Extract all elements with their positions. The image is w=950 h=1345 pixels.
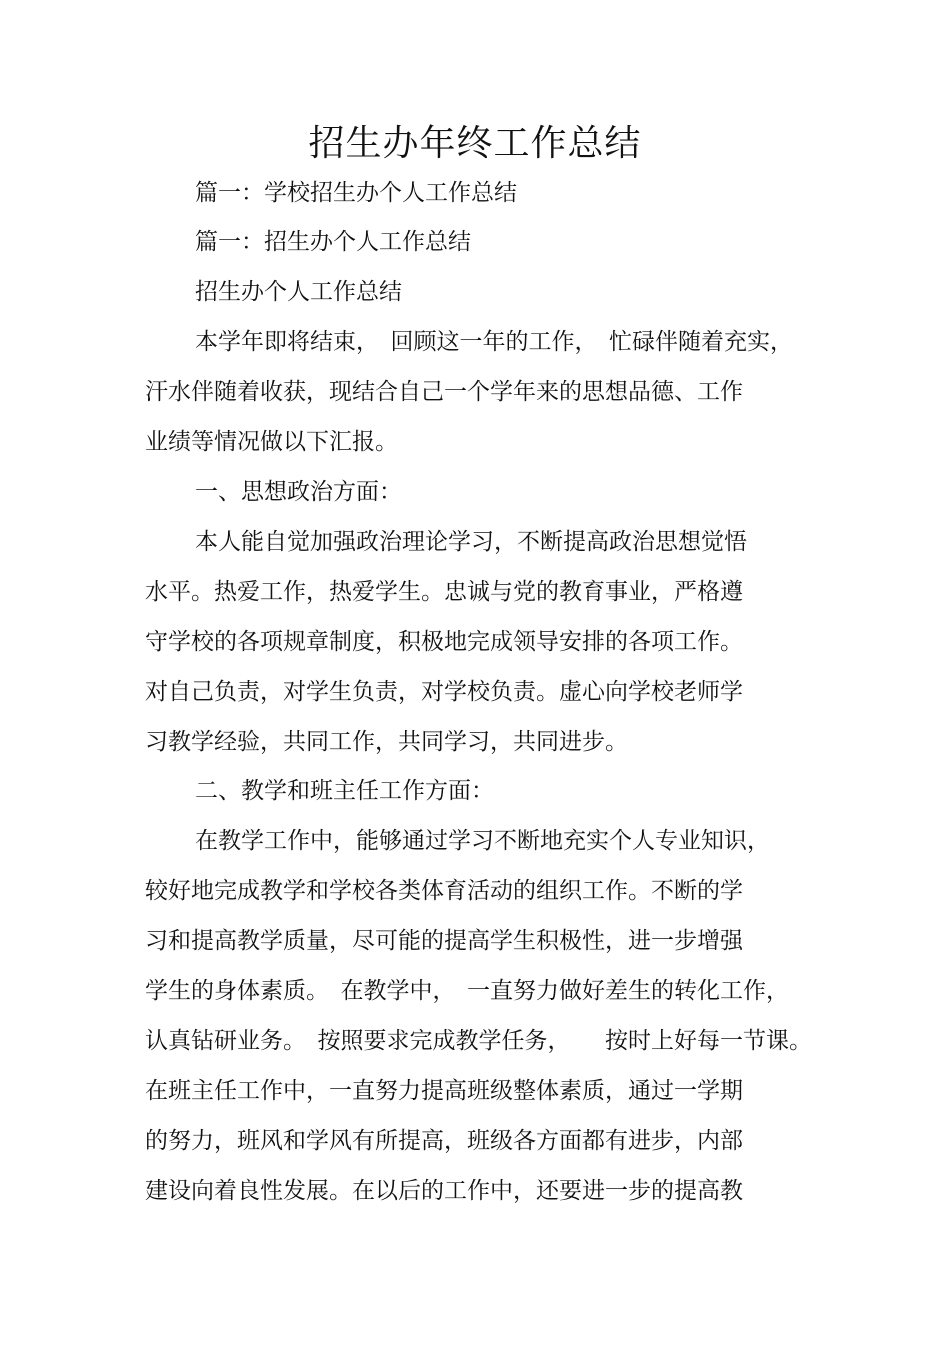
paragraph-line: 较好地完成教学和学校各类体育活动的组织工作。不断的学 bbox=[145, 878, 743, 904]
section-heading: 招生办个人工作总结 bbox=[195, 279, 402, 305]
section-heading: 一、思想政治方面： bbox=[195, 479, 402, 505]
paragraph-line: 本人能自觉加强政治理论学习，不断提高政治思想觉悟 bbox=[195, 529, 747, 555]
paragraph-line: 的努力，班风和学风有所提高，班级各方面都有进步，内部 bbox=[145, 1128, 743, 1154]
paragraph-line: 业绩等情况做以下汇报。 bbox=[145, 429, 398, 455]
paragraph-line: 守学校的各项规章制度，积极地完成领导安排的各项工作。 bbox=[145, 629, 743, 655]
section-heading: 篇一：学校招生办个人工作总结 bbox=[195, 180, 517, 206]
paragraph-line: 建设向着良性发展。在以后的工作中，还要进一步的提高教 bbox=[145, 1178, 743, 1204]
paragraph-line: 在教学工作中，能够通过学习不断地充实个人专业知识， bbox=[195, 828, 770, 854]
section-heading: 二、教学和班主任工作方面： bbox=[195, 778, 494, 804]
paragraph-line: 习教学经验，共同工作，共同学习，共同进步。 bbox=[145, 729, 628, 755]
paragraph-line: 水平。热爱工作，热爱学生。忠诚与党的教育事业，严格遵 bbox=[145, 579, 743, 605]
paragraph-line: 学生的身体素质。 在教学中， 一直努力做好差生的转化工作， bbox=[145, 978, 789, 1004]
paragraph-line: 本学年即将结束， 回顾这一年的工作， 忙碌伴随着充实， bbox=[195, 329, 793, 355]
paragraph-line: 习和提高教学质量，尽可能的提高学生积极性，进一步增强 bbox=[145, 928, 743, 954]
paragraph-line: 认真钻研业务。 按照要求完成教学任务， 按时上好每一节课。 bbox=[145, 1028, 812, 1054]
paragraph-line: 在班主任工作中，一直努力提高班级整体素质，通过一学期 bbox=[145, 1078, 743, 1104]
paragraph-line: 对自己负责，对学生负责，对学校负责。虚心向学校老师学 bbox=[145, 679, 743, 705]
document-title: 招生办年终工作总结 bbox=[308, 123, 642, 164]
paragraph-line: 汗水伴随着收获，现结合自己一个学年来的思想品德、工作 bbox=[145, 379, 743, 405]
section-heading: 篇一：招生办个人工作总结 bbox=[195, 229, 471, 255]
